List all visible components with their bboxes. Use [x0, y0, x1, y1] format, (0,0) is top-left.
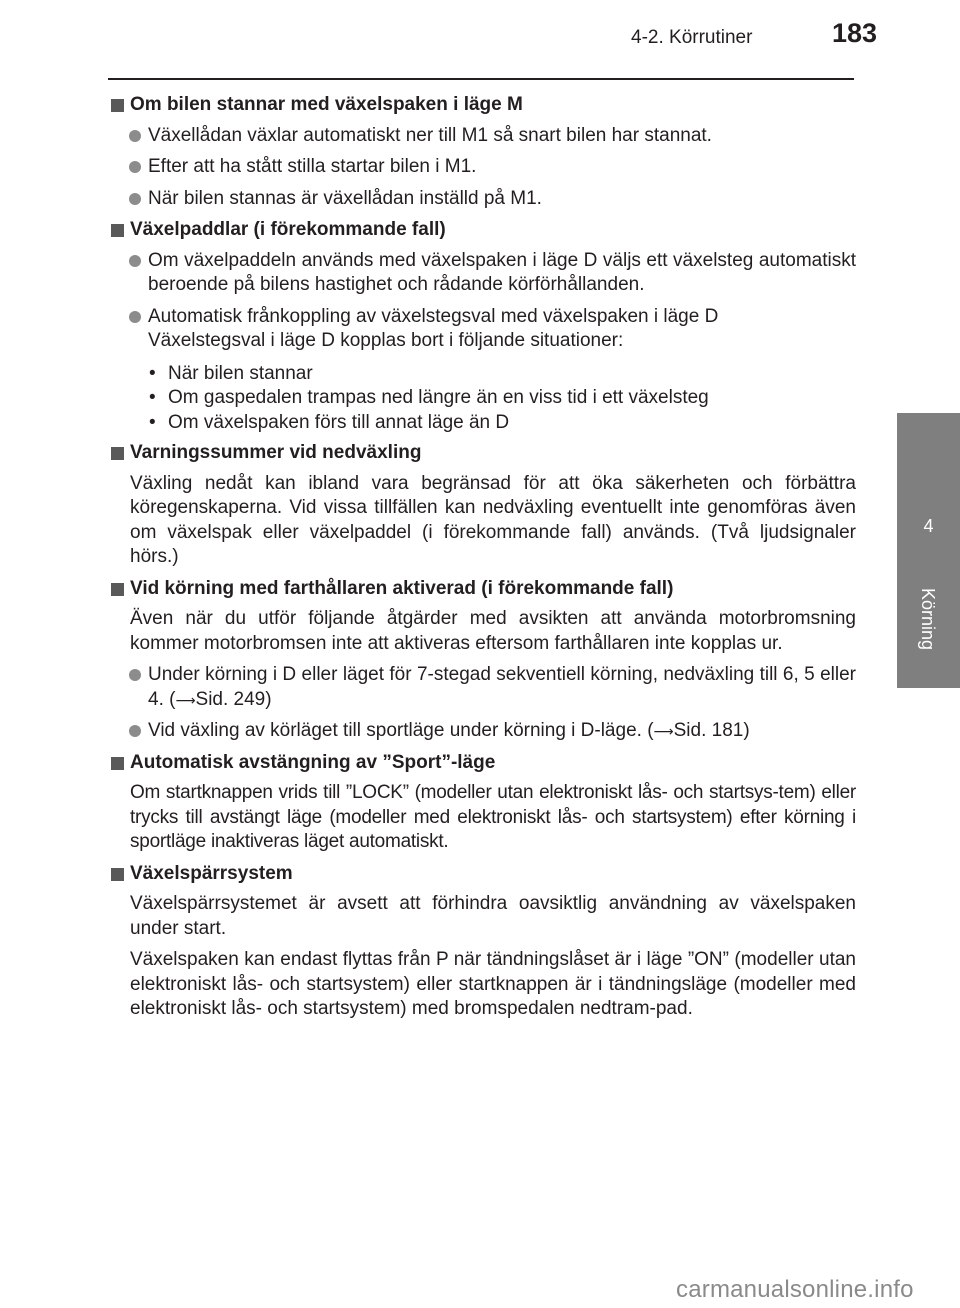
bullet-line: Växelstegsval i läge D kopplas bort i följande situationer: [148, 330, 624, 351]
section-heading: Om bilen stannar med växelspaken i läge M [110, 93, 856, 118]
paragraph: Även när du utför följande åtgärder med avsikten att använda motorbromsning kommer motorbromsen inte att aktiveras eftersom farthållaren inte kopplas ur. [130, 608, 856, 654]
bullet-item [110, 305, 856, 354]
arrow-icon: ⟶ [653, 723, 674, 739]
bullet-item: När bilen stannas är växellådan inställd på M1. [110, 187, 856, 212]
page-reference-link[interactable]: Sid. 181) [673, 720, 750, 741]
bullet-item: Växellådan växlar automatiskt ner till M1 så snart bilen har stannat. [110, 124, 856, 149]
chapter-label: Körning [918, 588, 938, 651]
section-heading: Varningssummer vid nedväxling [110, 441, 856, 466]
watermark: carmanualsonline.info [676, 1276, 914, 1303]
paragraph: Växling nedåt kan ibland vara begränsad för att öka säkerheten och förbättra köregenskaperna. Vid vissa tillfällen kan nedväxling eventuellt inte genomföras även om växelspak eller växelpaddel (i förekommande fall) används. (Två ljudsignaler hörs.) [130, 472, 856, 567]
paragraph: Växelspärrsystemet är avsett att förhindra oavsiktlig användning av växelspaken under start. [130, 893, 856, 939]
section-heading: Växelpaddlar (i förekommande fall) [110, 218, 856, 243]
bullet-item [110, 663, 856, 712]
header-divider [108, 78, 854, 80]
section-heading: Vid körning med farthållaren aktiverad (i förekommande fall) [110, 577, 856, 602]
paragraph: Om startknappen vrids till ”LOCK” (modeller utan elektroniskt lås- och startsys-tem) eller trycks till avstängt läge (modeller med elektroniskt lås- och startsystem) efter körning i sportläge inaktiveras läget automatiskt. [130, 782, 856, 852]
sub-list [110, 362, 856, 436]
bullet-item: Efter att ha stått stilla startar bilen i M1. [110, 155, 856, 180]
arrow-icon: ⟶ [175, 691, 196, 708]
page-content [110, 90, 856, 1029]
bullet-text: Under körning i D eller läget för 7-stegad sekventiell körning, nedväxling till 6, 5 eller 4. ( [148, 664, 856, 710]
section-heading: Automatisk avstängning av ”Sport”-läge [110, 751, 856, 776]
sub-list-item: • När bilen stannar [148, 362, 856, 387]
page-reference-link[interactable]: Sid. 249) [195, 688, 272, 710]
sub-list-item: • Om gaspedalen trampas ned längre än en viss tid i ett växelsteg [148, 386, 856, 411]
bullet-item: Om växelpaddeln används med växelspaken i läge D väljs ett växelsteg automatiskt beroende på bilens hastighet och rådande körförhållanden. [110, 249, 856, 298]
paragraph: Växelspaken kan endast flyttas från P när tändningslåset är i läge ”ON” (modeller utan elektroniskt lås- och startsystem) eller startknappen är i tändningsläge (modeller med elektroniskt lås- och startsystem) med bromspedalen nedtram-pad. [130, 949, 856, 1019]
sub-list-item: • Om växelspaken förs till annat läge än D [148, 411, 856, 436]
bullet-text: Vid växling av körläget till sportläge under körning i D-läge. ( [148, 720, 654, 741]
section-heading: Växelspärrsystem [110, 862, 856, 887]
bullet-item [110, 719, 856, 744]
chapter-number: 4 [923, 516, 934, 536]
header-section-title: 4-2. Körrutiner [631, 27, 753, 48]
bullet-line: Automatisk frånkoppling av växelstegsval med växelspaken i läge D [148, 305, 719, 327]
page-number: 183 [832, 18, 878, 48]
